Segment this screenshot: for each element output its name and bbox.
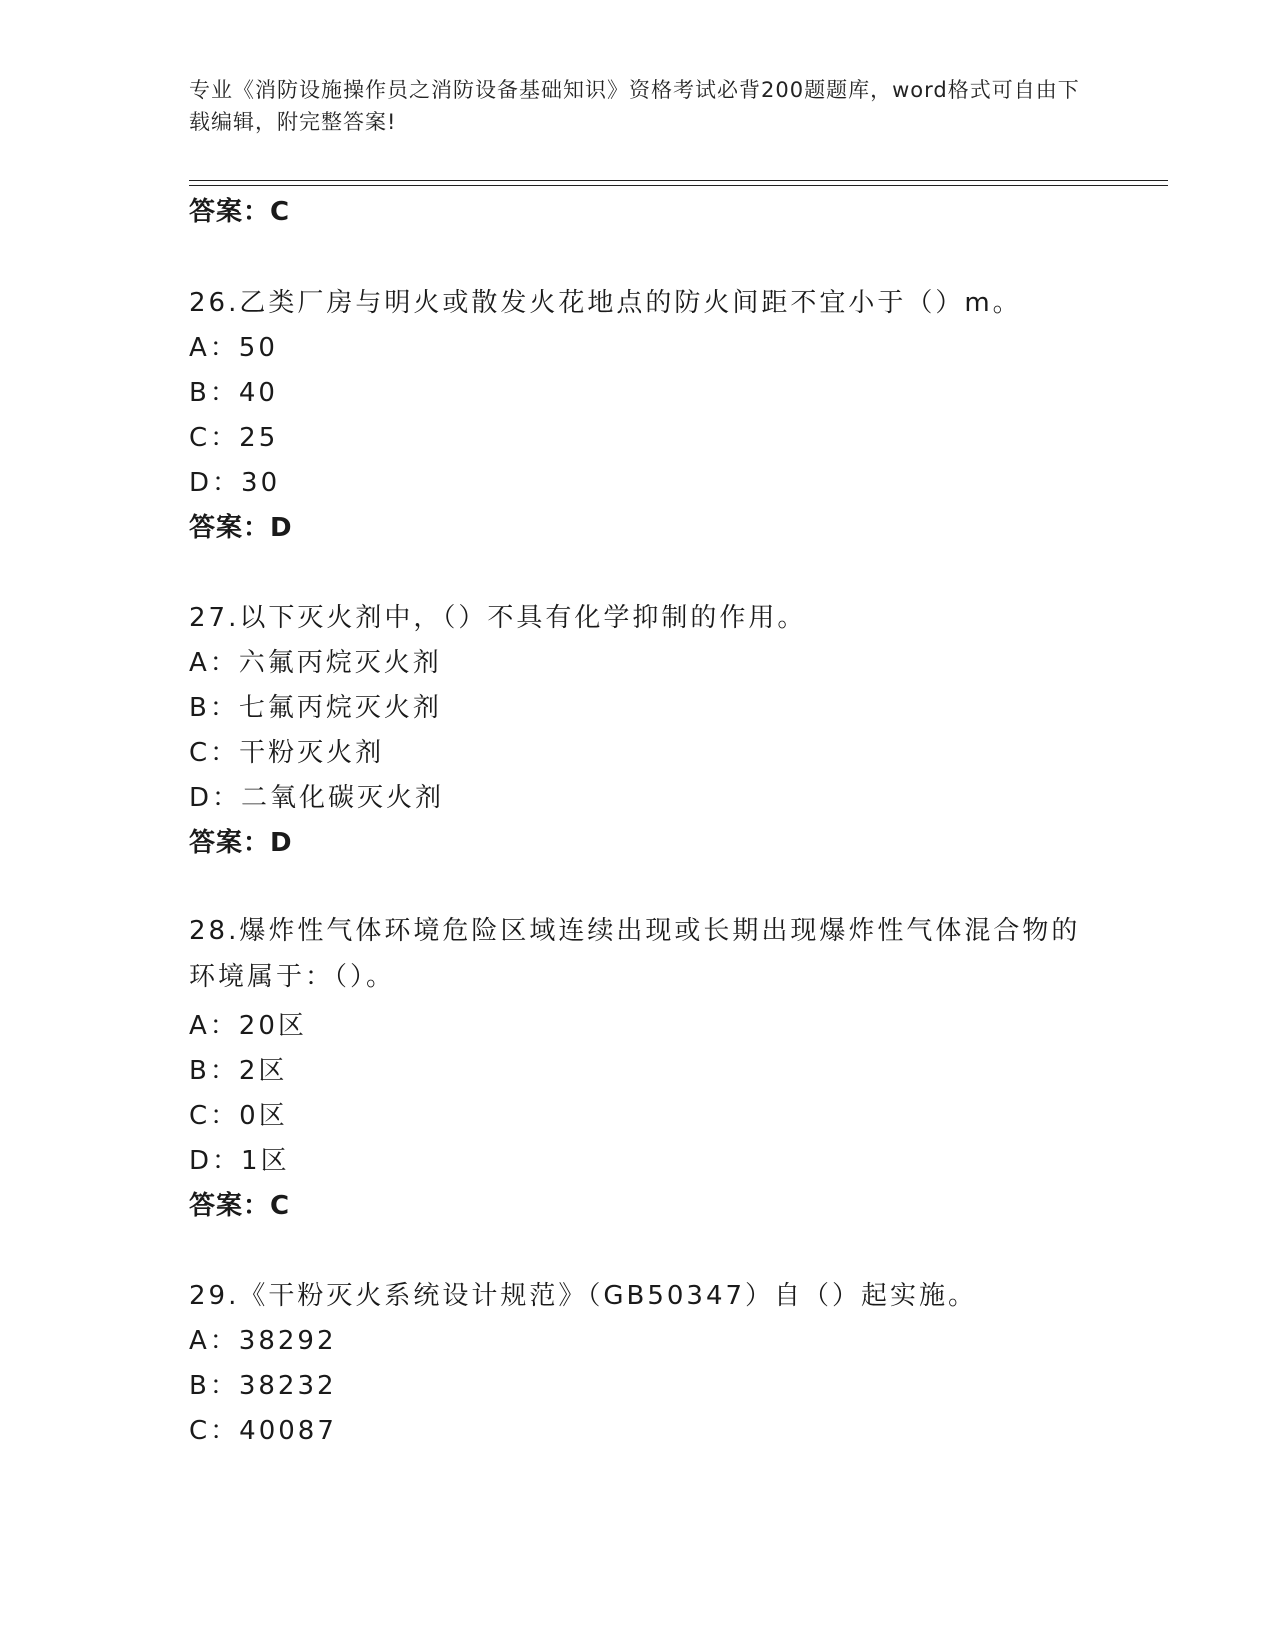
question-28-option-b: B：2区 (189, 1056, 288, 1086)
question-28-option-d: D：1区 (189, 1146, 290, 1176)
question-29-text: 29.《干粉灭火系统设计规范》（GB50347）自（）起实施。 (189, 1281, 978, 1311)
question-27-option-c: C：干粉灭火剂 (189, 738, 385, 768)
header-divider (189, 180, 1168, 186)
answer-28: 答案：C (189, 1191, 291, 1221)
question-27-text: 27.以下灭火剂中，（）不具有化学抑制的作用。 (189, 603, 807, 633)
question-28-option-c: C：0区 (189, 1101, 288, 1131)
question-28-text: 28.爆炸性气体环境危险区域连续出现或长期出现爆炸性气体混合物的环境属于：（）。 (189, 916, 1081, 992)
answer-26: 答案：D (189, 513, 293, 543)
question-26-text: 26.乙类厂房与明火或散发火花地点的防火间距不宜小于（）m。 (189, 288, 1022, 318)
question-26-option-d: D：30 (189, 468, 281, 498)
question-27-option-b: B：七氟丙烷灭火剂 (189, 693, 442, 723)
question-28-option-a: A：20区 (189, 1011, 307, 1041)
question-26-option-c: C：25 (189, 423, 279, 453)
answer-25: 答案：C (189, 197, 291, 227)
question-26-option-b: B：40 (189, 378, 278, 408)
question-29-option-c: C：40087 (189, 1416, 337, 1446)
page-header: 专业《消防设施操作员之消防设备基础知识》资格考试必背200题题库，word格式可自由下载编辑，附完整答案! (189, 78, 1080, 134)
question-29-option-a: A：38292 (189, 1326, 337, 1356)
question-26-option-a: A：50 (189, 333, 278, 363)
question-27-option-a: A：六氟丙烷灭火剂 (189, 648, 442, 678)
answer-27: 答案：D (189, 828, 293, 858)
question-29-option-b: B：38232 (189, 1371, 337, 1401)
question-27-option-d: D：二氧化碳灭火剂 (189, 783, 445, 813)
